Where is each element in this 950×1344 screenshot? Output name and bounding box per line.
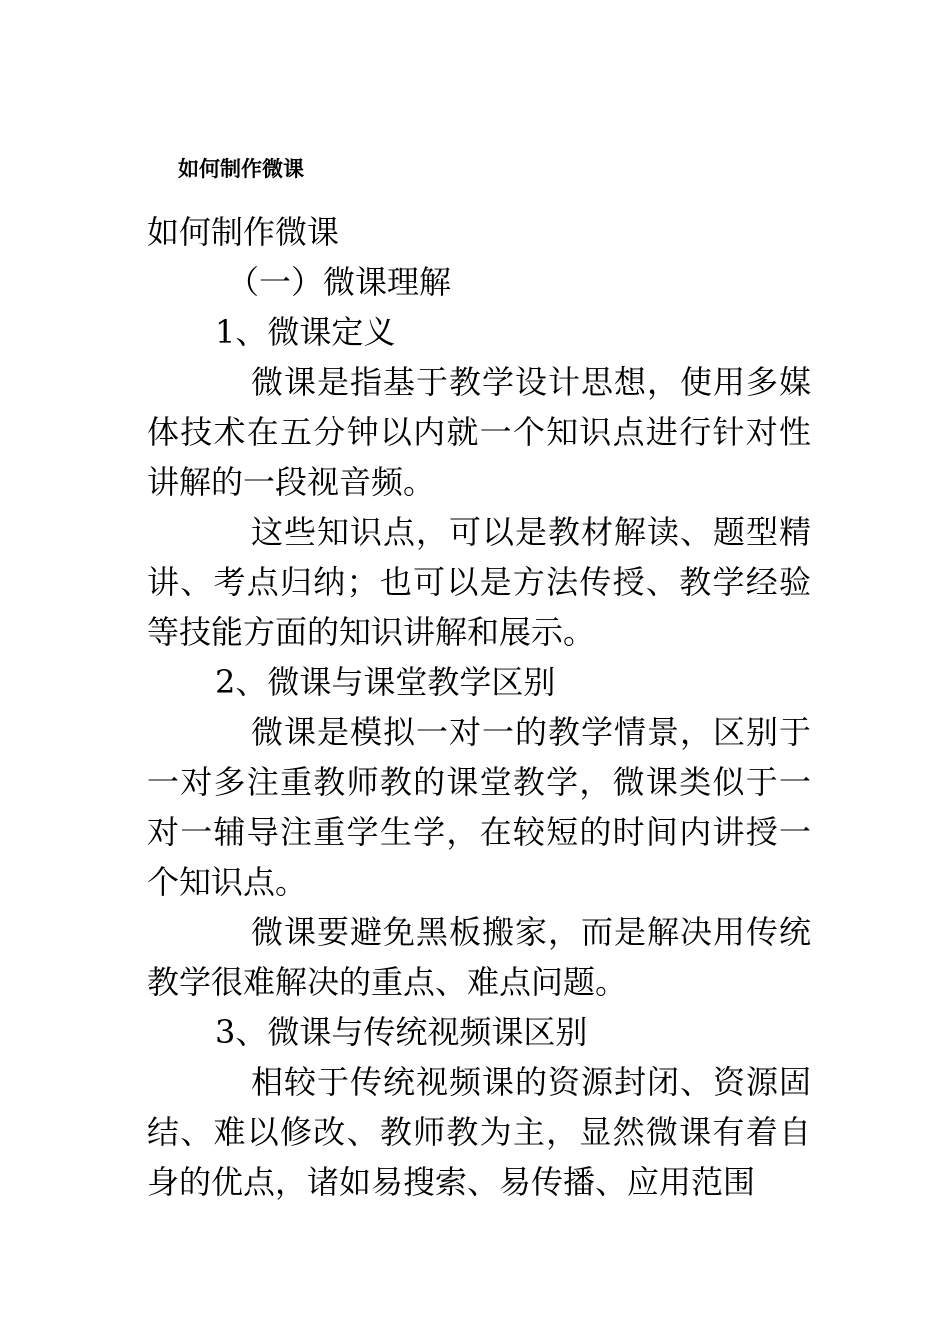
paragraph-3: 微课是模拟一对一的教学情景，区别于一对多注重教师教的课堂教学，微课类似于一对一辅导注重学生学，在较短的时间内讲授一个知识点。 — [147, 713, 811, 901]
main-heading: 如何制作微课 — [147, 213, 340, 251]
paragraph-4: 微课要避免黑板搬家，而是解决用传统教学很难解决的重点、难点问题。 — [147, 913, 811, 1001]
paragraph-5: 相较于传统视频课的资源封闭、资源固结、难以修改、教师教为主，显然微课有着自身的优点，诸如易搜索、易传播、应用范围 — [147, 1063, 811, 1201]
paragraph-1: 微课是指基于教学设计思想，使用多媒体技术在五分钟以内就一个知识点进行针对性讲解的一段视音频。 — [147, 363, 811, 501]
document-body — [147, 207, 811, 1207]
subheading-3: 3、微课与传统视频课区别 — [215, 1013, 588, 1051]
subheading-1: 1、微课定义 — [215, 313, 396, 351]
document-title: 如何制作微课 — [178, 157, 304, 181]
paragraph-2: 这些知识点，可以是教材解读、题型精讲、考点归纳；也可以是方法传授、教学经验等技能方面的知识讲解和展示。 — [147, 513, 811, 651]
subheading-2: 2、微课与课堂教学区别 — [215, 663, 556, 701]
section-heading-1: （一）微课理解 — [227, 263, 452, 301]
